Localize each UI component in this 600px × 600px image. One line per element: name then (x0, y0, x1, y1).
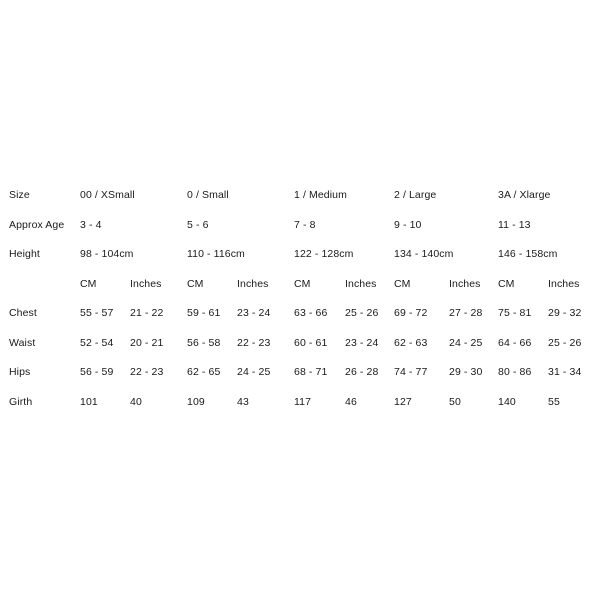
unit-cm-header: CM (80, 277, 97, 290)
waist-in-large: 24 - 25 (449, 336, 483, 349)
chest-cm-xlarge: 75 - 81 (498, 307, 532, 319)
age-xsmall: 3 - 4 (80, 218, 102, 231)
waist-in-xlarge: 25 - 26 (548, 336, 582, 349)
waist-cm-medium: 60 - 61 (294, 336, 328, 349)
height-label: Height (9, 248, 40, 260)
unit-header-row (9, 273, 594, 303)
approx-age-label: Approx Age (9, 218, 65, 231)
hips-in-medium: 26 - 28 (345, 366, 379, 378)
height-xsmall: 98 - 104cm (80, 248, 134, 260)
chest-in-xlarge: 29 - 32 (548, 307, 582, 319)
chest-cm-large: 69 - 72 (394, 307, 428, 319)
chest-in-large: 27 - 28 (449, 307, 483, 319)
girth-cm-xsmall: 101 (80, 395, 98, 408)
waist-label: Waist (9, 336, 36, 349)
waist-row (9, 332, 594, 362)
unit-inches-header: Inches (548, 277, 580, 290)
unit-cm-header: CM (187, 277, 204, 290)
size-name-xlarge: 3A / Xlarge (498, 189, 551, 201)
waist-cm-xsmall: 52 - 54 (80, 336, 114, 349)
chest-label: Chest (9, 307, 37, 319)
chest-cm-small: 59 - 61 (187, 307, 221, 319)
chest-cm-medium: 63 - 66 (294, 307, 328, 319)
hips-label: Hips (9, 366, 31, 378)
height-large: 134 - 140cm (394, 248, 454, 260)
waist-cm-small: 56 - 58 (187, 336, 221, 349)
age-small: 5 - 6 (187, 218, 209, 231)
height-xlarge: 146 - 158cm (498, 248, 558, 260)
height-medium: 122 - 128cm (294, 248, 354, 260)
hips-cm-small: 62 - 65 (187, 366, 221, 378)
size-row (9, 184, 594, 214)
size-chart-table (9, 184, 594, 420)
age-xlarge: 11 - 13 (498, 218, 531, 231)
size-name-large: 2 / Large (394, 189, 437, 201)
girth-cm-medium: 117 (294, 395, 312, 408)
size-name-xsmall: 00 / XSmall (80, 189, 135, 201)
waist-in-small: 22 - 23 (237, 336, 271, 349)
waist-in-xsmall: 20 - 21 (130, 336, 164, 349)
girth-cm-large: 127 (394, 395, 412, 408)
girth-in-large: 50 (449, 395, 461, 408)
girth-cm-xlarge: 140 (498, 395, 516, 408)
chest-cm-xsmall: 55 - 57 (80, 307, 114, 319)
age-medium: 7 - 8 (294, 218, 316, 231)
unit-inches-header: Inches (345, 277, 377, 290)
girth-in-xsmall: 40 (130, 395, 142, 408)
unit-inches-header: Inches (237, 277, 269, 290)
height-small: 110 - 116cm (187, 248, 245, 260)
girth-in-small: 43 (237, 395, 249, 408)
unit-inches-header: Inches (130, 277, 162, 290)
size-name-medium: 1 / Medium (294, 189, 347, 201)
hips-cm-xsmall: 56 - 59 (80, 366, 114, 378)
unit-cm-header: CM (394, 277, 411, 290)
chest-in-medium: 25 - 26 (345, 307, 379, 319)
waist-cm-xlarge: 64 - 66 (498, 336, 532, 349)
unit-cm-header: CM (498, 277, 515, 290)
approx-age-row (9, 214, 594, 244)
waist-in-medium: 23 - 24 (345, 336, 379, 349)
chest-in-small: 23 - 24 (237, 307, 271, 319)
girth-cm-small: 109 (187, 395, 205, 408)
chest-in-xsmall: 21 - 22 (130, 307, 164, 319)
hips-cm-xlarge: 80 - 86 (498, 366, 532, 378)
hips-in-small: 24 - 25 (237, 366, 271, 378)
hips-cm-large: 74 - 77 (394, 366, 428, 378)
girth-row (9, 391, 594, 421)
hips-row (9, 361, 594, 391)
hips-in-xsmall: 22 - 23 (130, 366, 164, 378)
unit-inches-header: Inches (449, 277, 481, 290)
age-large: 9 - 10 (394, 218, 422, 231)
height-row (9, 243, 594, 273)
chest-row (9, 302, 594, 332)
size-name-small: 0 / Small (187, 189, 229, 201)
unit-cm-header: CM (294, 277, 311, 290)
girth-in-xlarge: 55 (548, 395, 560, 408)
size-label: Size (9, 189, 30, 201)
waist-cm-large: 62 - 63 (394, 336, 428, 349)
girth-in-medium: 46 (345, 395, 357, 408)
girth-label: Girth (9, 395, 33, 408)
hips-in-xlarge: 31 - 34 (548, 366, 582, 378)
hips-in-large: 29 - 30 (449, 366, 483, 378)
hips-cm-medium: 68 - 71 (294, 366, 328, 378)
